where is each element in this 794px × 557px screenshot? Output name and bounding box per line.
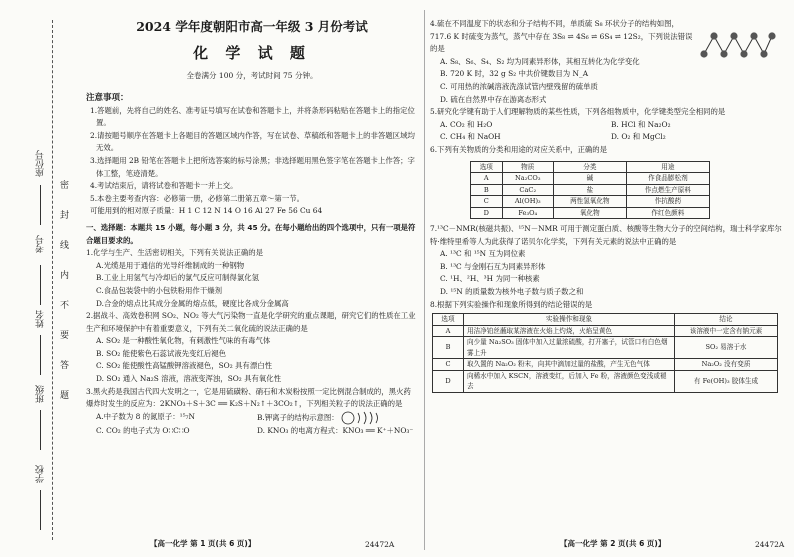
table-row <box>433 325 778 337</box>
table-cell: 向少量 Na₂SO₃ 固体中加入过量浓硫酸，打开塞子，试管口有白色烟雾上升 <box>464 337 675 359</box>
table-cell: B <box>433 337 464 359</box>
notice-heading: 注意事项： <box>86 93 129 103</box>
question-3-stem: 3.黑火药是我国古代四大发明之一，它是用硫磺粉、硝石和木炭粉按照一定比例混合制成的，黑火药爆炸时发生的反应为：2KNO₃＋S＋3C ══ K₂S＋N₂↑＋3CO₂↑，下列相关粒子的说法正确的是 <box>86 386 411 409</box>
subject-title: 化 学 试 题 <box>193 44 311 62</box>
table-header-row <box>433 314 778 326</box>
question-4-option: B. 720 K 时，32 g S₂ 中共价键数目为 N_A <box>440 69 589 79</box>
right-paper-code: 24472A <box>755 540 785 549</box>
question-2-stem: 2.据战斗、高效卷积网 SO₂、NO₂ 等大气污染物一直是化学研究的重点课题，研究它们的性质在工业生产和环境保护中有着重要意义，下列有关二氧化硫的说法正确的是 <box>86 311 416 333</box>
table-header: 用途 <box>626 161 709 173</box>
question-3-option-b <box>257 411 418 425</box>
question-3-options-row <box>86 425 418 438</box>
exam-number-blank <box>40 265 41 305</box>
question-5-option: C. CH₄ 和 NaOH <box>440 132 501 142</box>
question-2-option: B. SO₂ 能使紫色石蕊试液先变红后褪色 <box>96 348 227 358</box>
seal-char: 封 <box>58 210 68 219</box>
question-7-stem: 7.¹³C－NMR(核磁共振)、¹⁵N－NMR 可用于测定蛋白质、核酸等生物大分子的空间结构，瑞士科学家库尔特·维特里希等人为此获得了诺贝尔化学奖，下列有关元素的说法中正确的是 <box>430 224 782 246</box>
table-cell: Na₂CO₃ <box>502 173 553 185</box>
table-cell: Na₂O₂ 没有变质 <box>675 359 778 371</box>
table-cell: 取久置的 Na₂O₂ 粉末，向其中滴加过量的盐酸，产生无色气体 <box>464 359 675 371</box>
question-4-option: D. 硫在自然界中存在游离态形式 <box>440 94 547 104</box>
question-5-option: D. O₂ 和 MgCl₂ <box>611 132 666 142</box>
school-label: 学校 <box>36 465 46 483</box>
table-header: 结论 <box>675 314 778 326</box>
table-cell: C <box>433 359 464 371</box>
left-column <box>86 0 418 557</box>
table-cell: 两性氢氧化物 <box>553 196 626 208</box>
table-header: 选项 <box>433 314 464 326</box>
table-row <box>433 370 778 392</box>
question-4-stem: 4.硫在不同温度下的状态和分子结构不同，单质硫 S₈ 环状分子的结构如图，717.6 K 时硫变为蒸气，蒸气中存在 3S₈ ⇌ 4S₆ ⇌ 6S₄ ⇌ 12S₂，下列说法错误的是 <box>430 19 693 54</box>
table-cell: C <box>471 196 503 208</box>
table-cell: 作抗酸药 <box>626 196 709 208</box>
table-row <box>471 184 710 196</box>
question-1-option: D.合金的熔点比其成分金属的熔点低，硬度比各成分金属高 <box>96 298 289 308</box>
question-6-stem: 6.下列有关物质的分类和用途的对应关系中，正确的是 <box>430 144 608 154</box>
name-label: 姓名 <box>36 310 46 328</box>
question-8-stem: 8.根据下列实验操作和现象所得到的结论错误的是 <box>430 299 593 309</box>
exam-title: 2024 学年度朝阳市高一年级 3 月份考试 <box>136 19 368 34</box>
table-cell: CaC₂ <box>502 184 553 196</box>
question-5-options-row <box>430 131 782 144</box>
question-3-option: C. CO₂ 的电子式为 O∷C∷O <box>96 425 190 435</box>
table-header-row <box>471 161 710 173</box>
score-time-note: 全卷满分 100 分，考试时间 75 分钟。 <box>186 71 318 80</box>
seal-char: 内 <box>58 270 68 279</box>
table-cell: A <box>471 173 503 185</box>
seal-char: 不 <box>58 300 68 309</box>
table-cell: 向稀水中加入 KSCN，溶液变红，后加入 Fe 粉，溶液颜色变浅或褪去 <box>464 370 675 392</box>
question-1-option: A.光缆是用于通信的光导纤维制成的一种钢物 <box>96 260 245 270</box>
seal-char: 线 <box>58 240 68 249</box>
question-2-option: A. SO₂ 是一种酸性氧化物，有刺激性气味的有毒气体 <box>96 336 271 346</box>
question-7-option: A. ¹³C 和 ¹⁵N 互为同位素 <box>440 249 526 259</box>
question-1-option: B.工业上用氢气与冷却后的氯气反应可制得氯化氢 <box>96 273 259 283</box>
table-header: 分类 <box>553 161 626 173</box>
s8-ring-structure-icon <box>700 24 776 66</box>
table-cell: 用洁净铂丝蘸取某溶液在火焰上灼烧，火焰呈黄色 <box>464 325 675 337</box>
binding-gutter <box>0 0 70 557</box>
notice-item: 2.请按题号顺序在答题卡上各题目的答题区域内作答，写在试卷、草稿纸和答题卡上的非答题区域均无效。 <box>90 130 415 153</box>
exam-number-label: 考号 <box>36 235 46 253</box>
seal-line <box>52 20 53 540</box>
seat-number-blank <box>40 185 41 225</box>
school-blank <box>40 490 41 530</box>
table-cell: 作红色颜料 <box>626 207 709 219</box>
table-row <box>433 337 778 359</box>
table-cell: Fe₃O₄ <box>502 207 553 219</box>
seal-char: 答 <box>58 360 68 369</box>
notice-item: 1.答题前，先将自己的姓名、准考证号填写在试卷和答题卡上，并将条形码粘贴在答题卡上的指定位置。 <box>90 105 415 128</box>
question-6-table <box>470 161 710 220</box>
table-cell: A <box>433 325 464 337</box>
question-3-options-row <box>86 411 418 425</box>
potassium-ion-diagram-icon <box>341 411 385 425</box>
question-7-option: D. ¹⁵N 的质量数为核外电子数与质子数之和 <box>440 287 584 296</box>
notice-item: 3.选择题用 2B 铅笔在答题卡上把所选答案的标号涂黑；非选择题用黑色签字笔在答题卡上作答；字体工整，笔迹清楚。 <box>90 155 415 178</box>
question-5-options-row <box>430 119 782 132</box>
table-cell: D <box>471 207 503 219</box>
right-column <box>430 0 785 557</box>
table-row <box>471 196 710 208</box>
question-7-option: C. ¹H、²H、³H 为同一种核素 <box>440 274 540 284</box>
class-label: 班级 <box>36 385 46 403</box>
question-8-table <box>432 313 778 393</box>
table-cell: 该溶液中一定含有钠元素 <box>675 325 778 337</box>
question-7-option: B. ¹³C 与金刚石互为同素异形体 <box>440 261 546 271</box>
table-row <box>433 359 778 371</box>
class-blank <box>40 410 41 450</box>
question-5-stem: 5.研究化学键有助于人们理解物质的某些性质，下列各组物质中，化学键类型完全相同的是 <box>430 107 726 117</box>
notice-item: 5.本卷主要考查内容：必修第一册，必修第二册第五章～第一节。 <box>90 193 304 203</box>
question-3-option: A.中子数为 8 的氮原子：¹⁵₇N <box>96 411 195 421</box>
seat-number-label: 座位号 <box>36 150 46 177</box>
table-cell: 氧化物 <box>553 207 626 219</box>
table-header: 实验操作和现象 <box>464 314 675 326</box>
question-5-option: A. CO₂ 和 H₂O <box>440 119 493 129</box>
notice-item: 4.考试结束后，请将试卷和答题卡一并上交。 <box>90 181 238 191</box>
seal-char: 题 <box>58 390 68 399</box>
question-2-option: D. SO₂ 通入 Na₂S 溶液，溶液变浑浊，SO₂ 具有氧化性 <box>96 374 282 384</box>
question-3-option: D. KNO₃ 的电离方程式：KNO₃ ══ K⁺＋NO₃⁻ <box>257 425 414 435</box>
question-4-option: C. 可用热的浓碱溶液洗涤试管内壁残留的硫单质 <box>440 81 598 91</box>
question-1-stem: 1.化学与生产、生活密切相关，下列有关说法正确的是 <box>86 248 264 258</box>
table-cell: Al(OH)₃ <box>502 196 553 208</box>
table-row <box>471 173 710 185</box>
table-header: 物质 <box>502 161 553 173</box>
name-blank <box>40 335 41 375</box>
right-page-footer: 【高一化学 第 2 页(共 6 页)】 <box>560 539 666 548</box>
question-4-option: A. S₈、S₆、S₄、S₂ 均为同素异形体，其相互转化为化学变化 <box>440 56 640 66</box>
left-paper-code: 24472A <box>365 540 395 549</box>
table-cell: 盐 <box>553 184 626 196</box>
section-heading: 一、选择题：本题共 15 小题，每小题 3 分，共 45 分。在每小题给出的四个选项中，只有一项是符合题目要求的。 <box>86 222 416 245</box>
question-1-option: C.食品包装袋中的小包铁粉用作干燥剂 <box>96 285 222 295</box>
table-cell: 碱 <box>553 173 626 185</box>
column-divider <box>424 10 425 550</box>
question-5-option: B. HCl 和 Na₂O₂ <box>611 119 671 129</box>
table-cell: B <box>471 184 503 196</box>
table-header: 选项 <box>471 161 503 173</box>
table-cell: 作食品膨松剂 <box>626 173 709 185</box>
question-3-option: B.钾离子的结构示意图： <box>257 412 339 422</box>
table-cell: SO₂ 易溶于水 <box>675 337 778 359</box>
seal-char: 要 <box>58 330 68 339</box>
table-cell: 有 Fe(OH)₃ 胶体生成 <box>675 370 778 392</box>
atomic-mass-note: 可能用到的相对原子质量：H 1 C 12 N 14 O 16 Al 27 Fe 56 Cu 64 <box>90 206 323 216</box>
left-page-footer: 【高一化学 第 1 页(共 6 页)】 <box>150 539 256 548</box>
table-cell: 作点燃生产原料 <box>626 184 709 196</box>
table-row <box>471 207 710 219</box>
table-cell: D <box>433 370 464 392</box>
seal-char: 密 <box>58 180 68 189</box>
question-2-option: C. SO₂ 能使酸性高锰酸钾溶液褪色，SO₂ 具有漂白性 <box>96 361 272 371</box>
